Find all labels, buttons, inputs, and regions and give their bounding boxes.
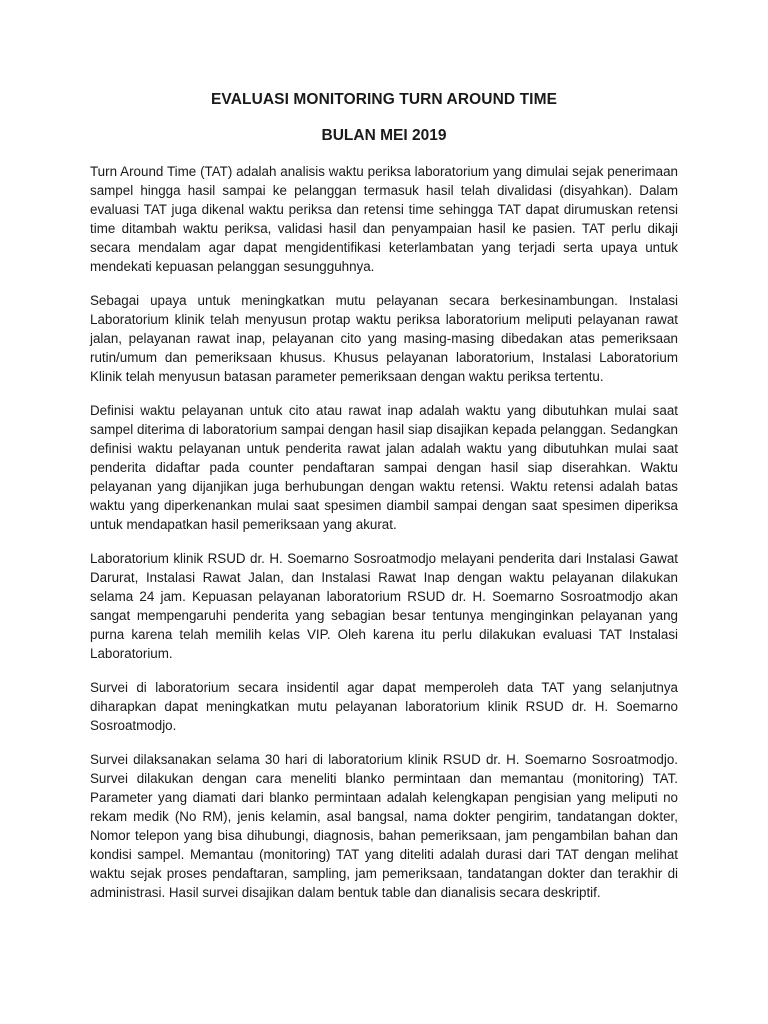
document-title: EVALUASI MONITORING TURN AROUND TIME: [210, 91, 558, 108]
document-subtitle: BULAN MEI 2019: [321, 127, 447, 144]
paragraph-laboratory-rsud: Laboratorium klinik RSUD dr. H. Soemarno Sosroatmodjo melayani penderita dari Instalasi Gawat Darurat, Instalasi Rawat Jalan, dan Instalasi Rawat Inap dengan waktu pelayanan dilakukan selama 24 jam. Kepuasan pelayanan laboratorium RSUD dr. H. Soemarno Sosroatmodjo akan sangat mempengaruhi penderita yang sebagian besar tentunya menginginkan pelayanan yang purna karena telah memilih kelas VIP. Oleh karena itu perlu dilakukan evaluasi TAT Instalasi Laboratorium.: [90, 551, 678, 661]
paragraph-tat-definition: Turn Around Time (TAT) adalah analisis waktu periksa laboratorium yang dimulai sejak penerimaan sampel hingga hasil sampai ke pelanggan termasuk hasil telah divalidasi (disyahkan). Dalam evaluasi TAT juga dikenal waktu periksa dan retensi time sehingga TAT dapat dirumuskan retensi time ditambah waktu periksa, validasi hasil dan penyampaian hasil ke pasien. TAT perlu dikaji secara mendalam agar dapat mengidentifikasi keterlambatan yang terjadi serta upaya untuk mendekati kepuasan pelanggan sesungguhnya.: [90, 164, 678, 274]
paragraph-service-improvement: Sebagai upaya untuk meningkatkan mutu pelayanan secara berkesinambungan. Instalasi Laboratorium klinik telah menyusun protap waktu periksa laboratorium meliputi pelayanan rawat jalan, pelayanan rawat inap, pelayanan cito yang masing-masing dibedakan atas pemeriksaan rutin/umum dan pemeriksaan khusus. Khusus pelayanan laboratorium, Instalasi Laboratorium Klinik telah menyusun batasan parameter pemeriksaan dengan waktu periksa tertentu.: [90, 293, 678, 384]
paragraph-survey-method: Survei dilaksanakan selama 30 hari di laboratorium klinik RSUD dr. H. Soemarno Sosroatmodjo. Survei dilakukan dengan cara meneliti blanko permintaan dan memantau (monitoring) TAT. Parameter yang diamati dari blanko permintaan adalah kelengkapan pengisian yang meliputi no rekam medik (No RM), jenis kelamin, asal bangsal, nama dokter pengirim, tandatangan dokter, Nomor telepon yang bisa dihubungi, diagnosis, bahan pemeriksaan, jam pengambilan bahan dan kondisi sampel. Memantau (monitoring) TAT yang diteliti adalah durasi dari TAT dengan melihat waktu sejak proses pendaftaran, sampling, jam pemeriksaan, tandatangan dokter dan terakhir di administrasi. Hasil survei disajikan dalam bentuk table dan dianalisis secara deskriptif.: [90, 752, 678, 900]
paragraph-service-time-definition: Definisi waktu pelayanan untuk cito atau rawat inap adalah waktu yang dibutuhkan mulai saat sampel diterima di laboratorium sampai dengan hasil siap disajikan kepada pelanggan. Sedangkan definisi waktu pelayanan untuk penderita rawat jalan adalah waktu yang dibutuhkan mulai saat penderita didaftar pada counter pendaftaran sampai dengan hasil siap diserahkan. Waktu pelayanan yang dijanjikan juga berhubungan dengan waktu retensi. Waktu retensi adalah batas waktu yang diperkenankan mulai saat spesimen diambil sampai dengan saat spesimen diperiksa untuk mendapatkan hasil pemeriksaan yang akurat.: [90, 403, 678, 532]
paragraph-survey-purpose: Survei di laboratorium secara insidentil agar dapat memperoleh data TAT yang selanjutnya diharapkan dapat meningkatkan mutu pelayanan laboratorium klinik RSUD dr. H. Soemarno Sosroatmodjo.: [90, 680, 678, 733]
